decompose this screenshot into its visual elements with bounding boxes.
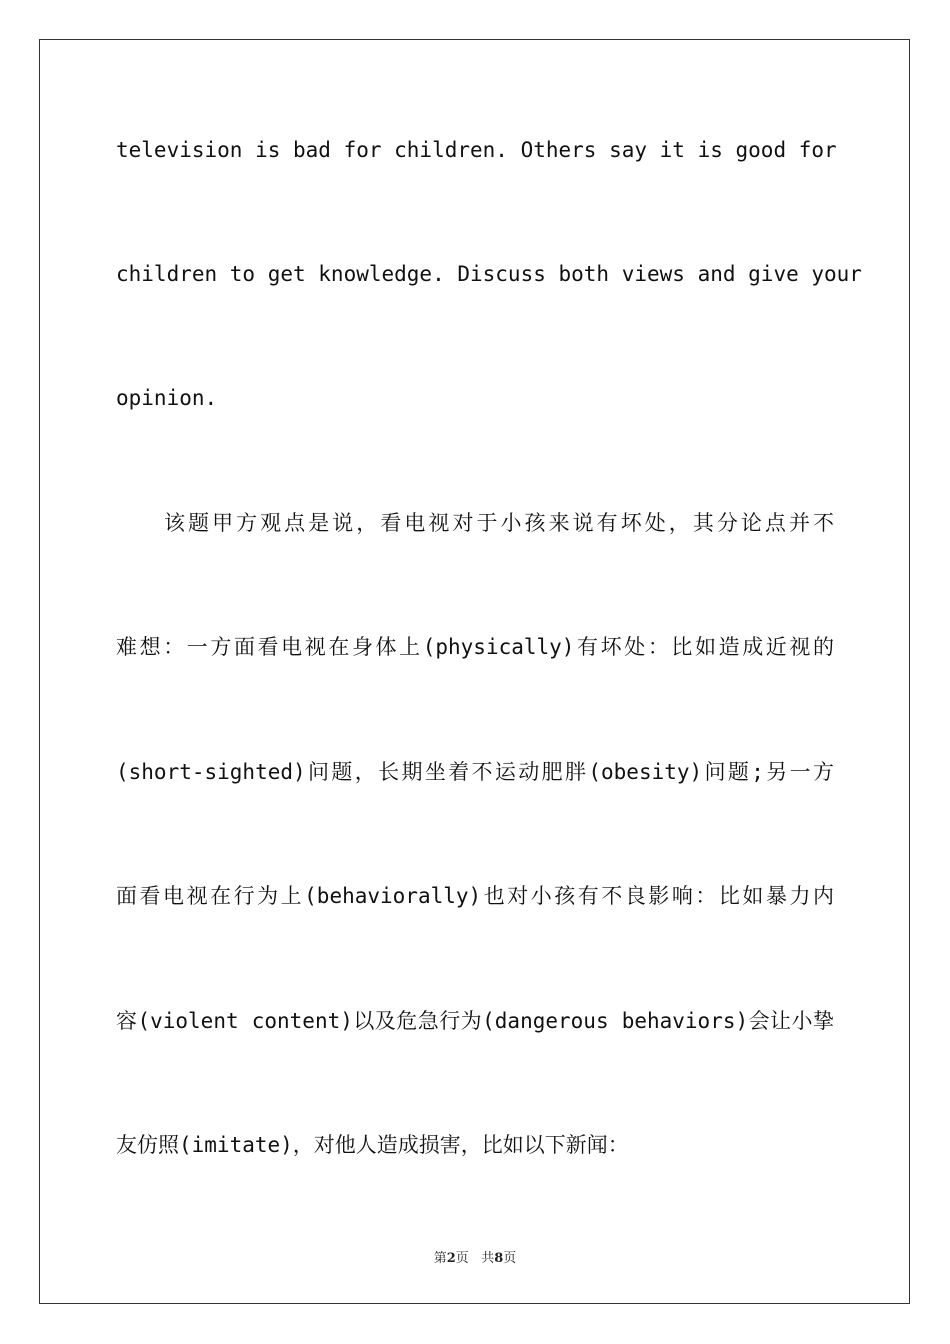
footer-total-prefix: 共 <box>481 1251 495 1266</box>
body-line-1: television is bad for children. Others say it is good for <box>116 138 837 162</box>
body-line-3: opinion. <box>116 386 218 410</box>
body-line-5: 难想：一方面看电视在身体上(physically)有坏处：比如造成近视的 <box>116 635 834 659</box>
body-line-8: 容(violent content)以及危急行为(dangerous behaviors)会让小挚 <box>116 1009 834 1033</box>
body-line-2: children to get knowledge. Discuss both views and give your <box>116 262 862 286</box>
body-line-9: 友仿照(imitate)，对他人造成损害，比如以下新闻： <box>116 1133 629 1157</box>
footer-page-prefix: 第 <box>433 1251 447 1266</box>
footer-total-pages: 8 <box>494 1251 504 1266</box>
body-line-7: 面看电视在行为上(behaviorally)也对小孩有不良影响：比如暴力内 <box>116 884 834 908</box>
footer-page-number: 2 <box>446 1251 456 1266</box>
footer-page-suffix: 页 <box>455 1251 469 1266</box>
footer-total-suffix: 页 <box>503 1251 517 1266</box>
body-line-4: 该题甲方观点是说，看电视对于小孩来说有坏处，其分论点并不 <box>164 511 834 535</box>
body-line-6: (short-sighted)问题，长期坐着不运动肥胖(obesity)问题;另一方 <box>116 760 834 784</box>
page-border <box>39 39 910 1304</box>
page-footer <box>0 1247 950 1266</box>
